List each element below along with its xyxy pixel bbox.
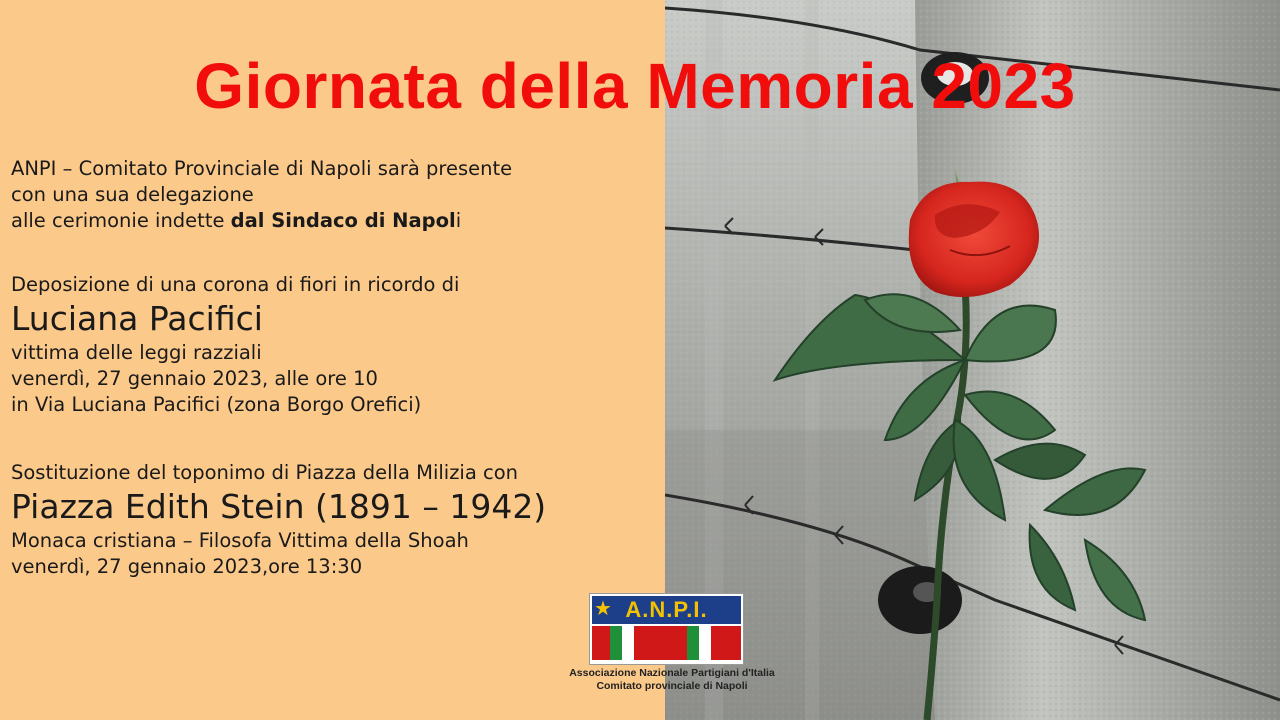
anpi-name: Associazione Nazionale Partigiani d'Italia — [569, 667, 775, 679]
event1-where: in Via Luciana Pacifici (zona Borgo Orefici) — [11, 393, 422, 416]
intro-line-3 — [11, 208, 651, 234]
event2-when: venerdì, 27 gennaio 2023,ore 13:30 — [11, 555, 363, 578]
anpi-emblem — [589, 593, 744, 665]
event2-name: Piazza Edith Stein (1891 – 1942) — [11, 487, 547, 526]
event1-block — [11, 272, 651, 418]
italian-flag-stripes — [592, 626, 741, 660]
event1-when: venerdì, 27 gennaio 2023, alle ore 10 — [11, 367, 378, 390]
page-title: Giornata della Memoria 2023 — [194, 50, 1076, 122]
intro-line-2: con una sua delegazione — [11, 183, 254, 206]
anpi-acronym: A.N.P.I. — [592, 596, 741, 624]
event1-lead: Deposizione di una corona di fiori in ricordo di — [11, 273, 460, 296]
intro-line-3-pre: alle cerimonie indette — [11, 209, 231, 232]
event2-desc: Monaca cristiana – Filosofa Vittima della Shoah — [11, 529, 469, 552]
intro-block — [11, 156, 651, 234]
event2-lead: Sostituzione del toponimo di Piazza della Milizia con — [11, 461, 519, 484]
event1-desc: vittima delle leggi razziali — [11, 341, 262, 364]
intro-line-3-bold: dal Sindaco di Napol — [230, 209, 456, 232]
intro-line-1: ANPI – Comitato Provinciale di Napoli sarà presente — [11, 157, 513, 180]
star-icon: ★ — [594, 596, 612, 620]
event2-block — [11, 460, 651, 580]
event1-name: Luciana Pacifici — [11, 299, 263, 338]
intro-line-3-post: i — [455, 209, 462, 232]
anpi-committee: Comitato provinciale di Napoli — [596, 680, 748, 692]
anpi-logo — [552, 593, 792, 695]
